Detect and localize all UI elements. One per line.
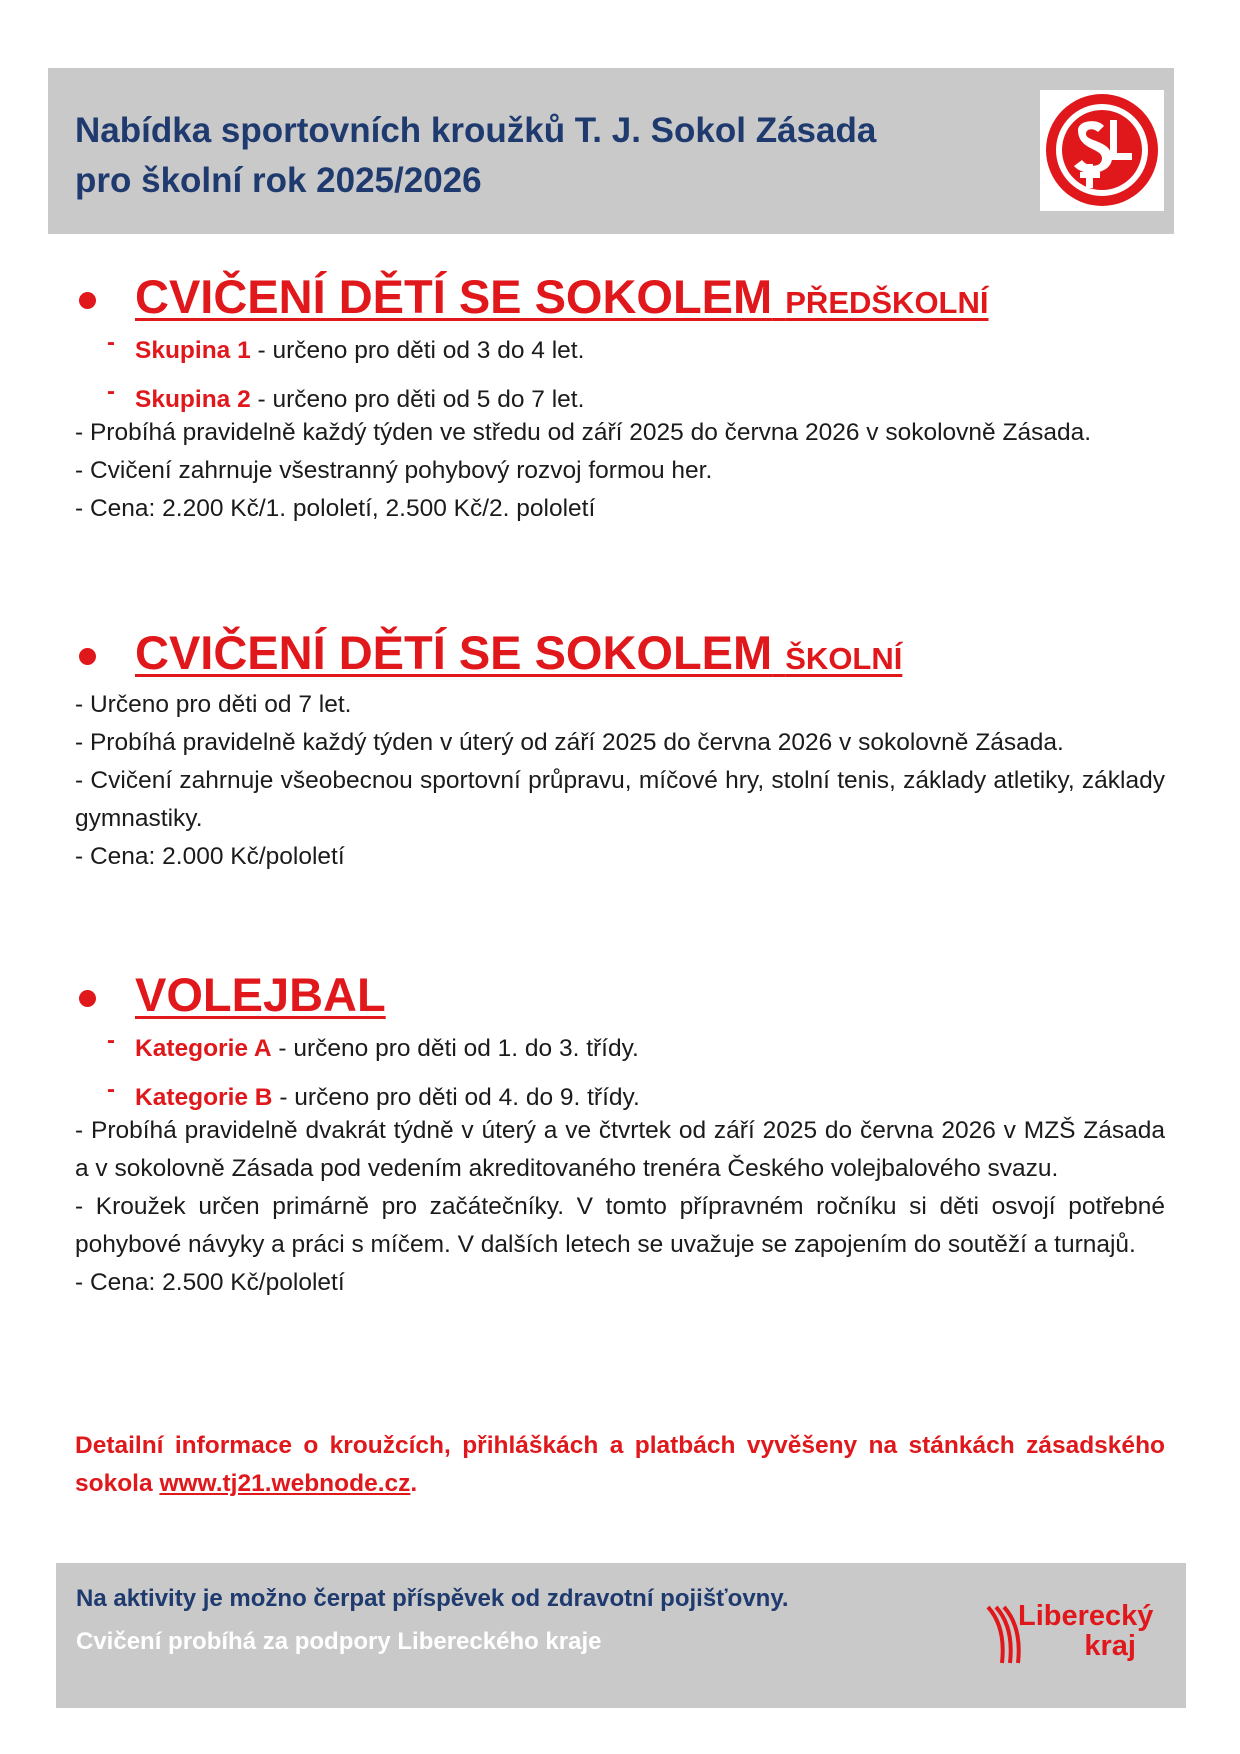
page-title <box>75 106 876 206</box>
bullet-icon <box>79 990 96 1007</box>
sokol-logo <box>1040 90 1164 211</box>
section-title: CVIČENÍ DĚTÍ SE SOKOLEM PŘEDŠKOLNÍ <box>135 270 989 323</box>
paragraph: - Kroužek určen primárně pro začátečníky. V tomto přípravném ročníku si děti osvojí potřebné pohybové návyky a práci s míčem. V dalších letech se uvažuje se zapojením do soutěží a turnajů. <box>75 1193 1165 1258</box>
category-label: Kategorie A <box>135 1035 272 1062</box>
section-volleyball <box>75 962 1165 1302</box>
paragraph: - Cena: 2.500 Kč/pololetí <box>75 1269 345 1296</box>
liberecky-kraj-logo <box>984 1601 1154 1671</box>
paragraph: - Určeno pro děti od 7 let. <box>75 691 352 718</box>
list-item <box>75 1027 1165 1081</box>
info-notice: Detailní informace o kroužcích, přihláškách a platbách vyvěšeny na stánkách zásadského sokola www.tj21.webnode.cz. <box>75 1432 1165 1497</box>
footer-insurance-text: Na aktivity je možno čerpat příspěvek od zdravotní pojišťovny. <box>76 1585 789 1612</box>
footer-band <box>56 1563 1186 1708</box>
paragraph: - Cena: 2.000 Kč/pololetí <box>75 843 345 870</box>
section-preschool <box>75 264 1165 528</box>
dash-icon: - <box>107 378 115 405</box>
kraj-wordmark: Liberecký kraj <box>1018 1600 1154 1662</box>
header-band <box>48 68 1174 234</box>
footer-support-text: Cvičení probíhá za podpory Libereckého kraje <box>76 1628 602 1655</box>
list-item <box>75 378 1165 432</box>
paragraph: - Probíhá pravidelně každý týden v úterý od září 2025 do června 2026 v sokolovně Zásada. <box>75 729 1064 756</box>
dash-icon: - <box>107 1076 115 1103</box>
paragraph: - Cvičení zahrnuje všeobecnou sportovní průpravu, míčové hry, stolní tenis, základy atletiky, základy gymnastiky. <box>75 767 1165 832</box>
category-text: - určeno pro děti od 1. do 3. třídy. <box>271 1035 639 1062</box>
title-line-1: Nabídka sportovních kroužků T. J. Sokol Zásada <box>75 111 877 150</box>
list-item <box>75 329 1165 383</box>
section-title: VOLEJBAL <box>135 968 386 1021</box>
website-link[interactable]: www.tj21.webnode.cz <box>159 1470 411 1497</box>
list-item <box>75 1076 1165 1130</box>
paragraph: - Cvičení zahrnuje všestranný pohybový rozvoj formou her. <box>75 457 713 484</box>
dash-icon: - <box>107 329 115 356</box>
title-line-2: pro školní rok 2025/2026 <box>75 161 482 200</box>
section-title: CVIČENÍ DĚTÍ SE SOKOLEM ŠKOLNÍ <box>135 626 903 679</box>
group-label: Skupina 2 <box>135 386 251 413</box>
dash-icon: - <box>107 1027 115 1054</box>
category-label: Kategorie B <box>135 1084 273 1111</box>
paragraph: - Cena: 2.200 Kč/1. pololetí, 2.500 Kč/2. pololetí <box>75 495 596 522</box>
bullet-icon <box>79 292 96 309</box>
section-heading <box>75 620 1165 690</box>
section-heading <box>75 264 1165 334</box>
group-text: - určeno pro děti od 5 do 7 let. <box>250 386 585 413</box>
section-school <box>75 620 1165 876</box>
paragraph: - Probíhá pravidelně dvakrát týdně v úterý a ve čtvrtek od září 2025 do června 2026 v MZŠ Zásada a v sokolovně Zásada pod vedením akreditovaného trenéra Českého volejbalového svazu. <box>75 1117 1165 1182</box>
section-heading <box>75 962 1165 1032</box>
group-label: Skupina 1 <box>135 337 251 364</box>
group-text: - určeno pro děti od 3 do 4 let. <box>250 337 585 364</box>
category-text: - určeno pro děti od 4. do 9. třídy. <box>272 1084 640 1111</box>
bullet-icon <box>79 648 96 665</box>
paragraph: - Probíhá pravidelně každý týden ve středu od září 2025 do června 2026 v sokolovně Zásada. <box>75 419 1092 446</box>
